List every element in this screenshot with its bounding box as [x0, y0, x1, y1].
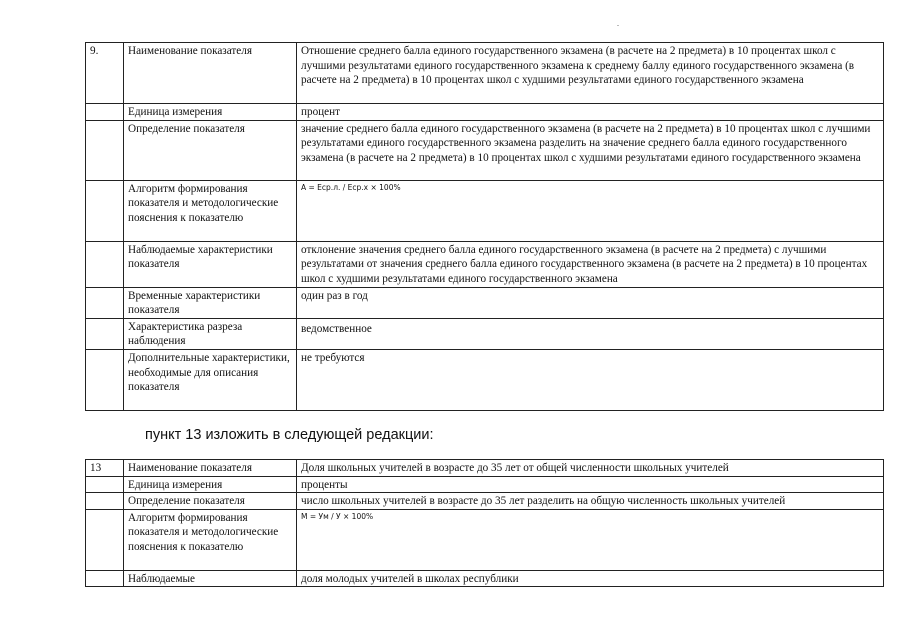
table-row — [86, 509, 884, 570]
row-value: один раз в год — [297, 287, 884, 318]
row-label: Дополнительные характеристики, необходимые для описания показателя — [124, 349, 297, 410]
table-row — [86, 570, 884, 587]
row-label: Единица измерения — [124, 104, 297, 121]
formula-text: А = Еср.л. / Еср.х × 100% — [297, 180, 884, 241]
row-value: Доля школьных учителей в возрасте до 35 лет от общей численности школьных учителей — [297, 460, 884, 477]
table-row — [86, 349, 884, 410]
row-label: Наблюдаемые характеристики показателя — [124, 241, 297, 287]
row-value: не требуются — [297, 349, 884, 410]
row-number — [86, 318, 124, 349]
row-value: проценты — [297, 476, 884, 493]
row-number: 13 — [86, 460, 124, 477]
row-label: Наименование показателя — [124, 43, 297, 104]
row-number — [86, 349, 124, 410]
indicator-table-9 — [85, 42, 884, 411]
table-row — [86, 241, 884, 287]
row-label: Алгоритм формирования показателя и методологические пояснения к показателю — [124, 180, 297, 241]
row-label: Наблюдаемые — [124, 570, 297, 587]
formula-text: М = Ум / У × 100% — [297, 509, 884, 570]
row-value: процент — [297, 104, 884, 121]
table-row — [86, 493, 884, 510]
row-label: Временные характеристики показателя — [124, 287, 297, 318]
row-value: отклонение значения среднего балла единого государственного экзамена (в расчете на 2 предмета) с лучшими результатами от значения среднего балла единого государственного экзамена (в расчете на 2 предмета) в 10 процентах школ с худшими результатами единого государственного экзамена — [297, 241, 884, 287]
table-row — [86, 476, 884, 493]
row-label: Определение показателя — [124, 493, 297, 510]
row-value: число школьных учителей в возрасте до 35 лет разделить на общую численность школьных учителей — [297, 493, 884, 510]
row-label: Единица измерения — [124, 476, 297, 493]
table-row — [86, 460, 884, 477]
table-row — [86, 43, 884, 104]
table-row — [86, 104, 884, 121]
row-number — [86, 287, 124, 318]
row-number — [86, 509, 124, 570]
indicator-table-13 — [85, 459, 884, 587]
table-row — [86, 287, 884, 318]
row-number: 9. — [86, 43, 124, 104]
row-number — [86, 241, 124, 287]
amendment-note: пункт 13 изложить в следующей редакции: — [145, 427, 434, 443]
table-row — [86, 120, 884, 180]
row-label: Алгоритм формирования показателя и методологические пояснения к показателю — [124, 509, 297, 570]
row-label: Определение показателя — [124, 120, 297, 180]
row-value: ведомственное — [297, 318, 884, 349]
row-number — [86, 104, 124, 121]
table-row — [86, 318, 884, 349]
row-label: Характеристика разреза наблюдения — [124, 318, 297, 349]
row-value: значение среднего балла единого государственного экзамена (в расчете на 2 предмета) в 10 процентах школ с лучшими результатами единого государственного экзамена разделить на значение среднего балла единого государственного экзамена (в расчете на 2 предмета) в 10 процентах школ с худшими результатами единого государственного экзамена — [297, 120, 884, 180]
row-number — [86, 493, 124, 510]
table-row — [86, 180, 884, 241]
row-number — [86, 476, 124, 493]
row-number — [86, 570, 124, 587]
row-label: Наименование показателя — [124, 460, 297, 477]
row-number — [86, 120, 124, 180]
row-value: доля молодых учителей в школах республики — [297, 570, 884, 587]
row-value: Отношение среднего балла единого государственного экзамена (в расчете на 2 предмета) в 10 процентах школ с лучшими результатами единого государственного экзамена к среднему баллу единого государственного экзамена (в расчете на 2 предмета) в 10 процентах школ с худшими результатами единого государственного экзамена — [297, 43, 884, 104]
scan-speck — [617, 25, 619, 26]
row-number — [86, 180, 124, 241]
